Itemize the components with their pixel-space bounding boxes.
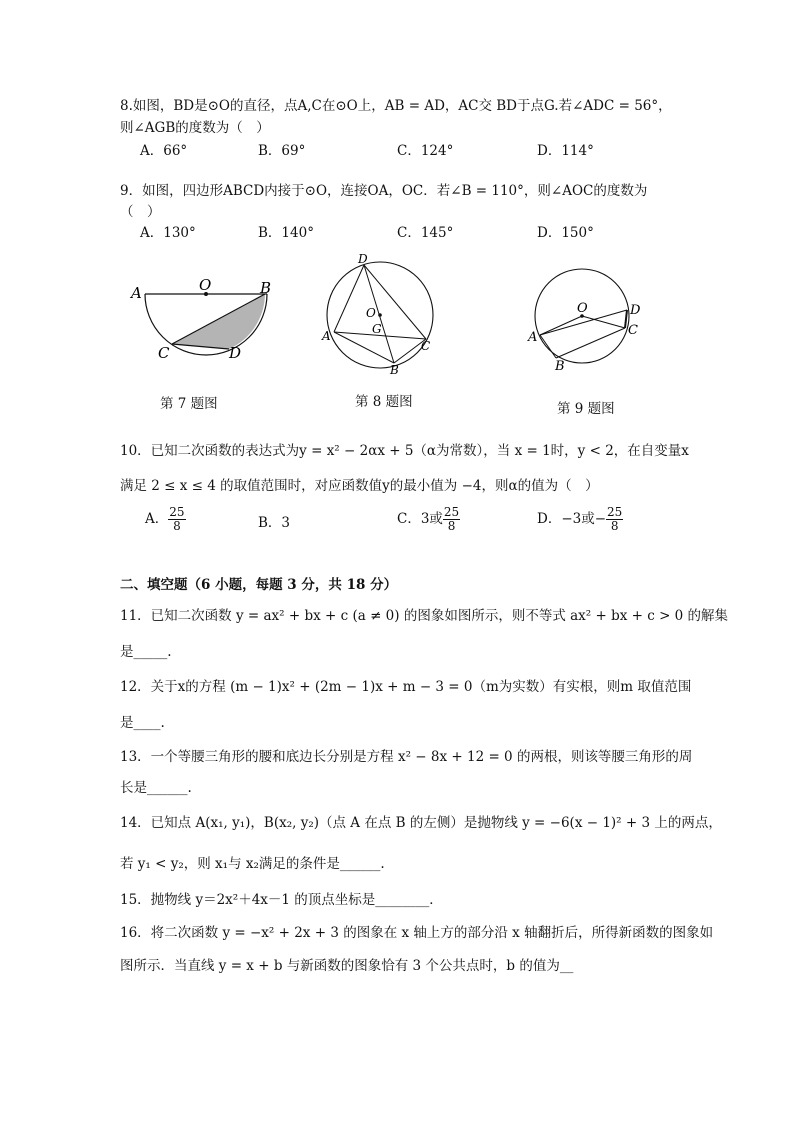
fig9-label-o: O <box>577 301 588 316</box>
q14-line1: 14．已知点 A(x₁, y₁)，B(x₂, y₂)（点 A 在点 B 的左侧）是抛物线 y = −6(x − 1)² + 3 上的两点， <box>120 815 722 831</box>
fig9-segment-oc <box>582 316 625 328</box>
q10-option-d-numerator: 25 <box>607 505 623 519</box>
section2-heading: 二、填空题（6 小题，每题 3 分，共 18 分） <box>120 577 398 593</box>
q16-line2: 图所示．当直线 y = x + b 与新函数的图象恰有 3 个公共点时，b 的值为__ <box>120 958 574 974</box>
q10-option-a-numerator: 25 <box>169 505 185 519</box>
q13-line1: 13．一个等腰三角形的腰和底边长分别是方程 x² − 8x + 12 = 0 的两根，则该等腰三角形的周 <box>120 749 693 765</box>
fig7-label-o: O <box>199 276 212 294</box>
q9-option-c: C．145° <box>397 225 454 241</box>
q9-option-b: B．140° <box>258 225 314 241</box>
fig8-segment-da <box>334 265 364 332</box>
fig7-label-c: C <box>158 344 170 362</box>
q10-option-c-fraction <box>443 506 460 533</box>
fig8-label-c: C <box>421 339 431 353</box>
fig9-label-c: C <box>628 323 638 338</box>
figure-7 <box>129 276 271 362</box>
fig7-label-b: B <box>260 279 272 297</box>
q8-option-c: C．124° <box>397 143 454 159</box>
q9-option-d: D．150° <box>537 225 594 241</box>
fig8-segment-ab <box>334 332 394 363</box>
fig7-caption: 第 7 题图 <box>160 396 218 412</box>
fig8-center-dot <box>378 313 382 317</box>
fig9-label-b: B <box>555 359 565 374</box>
q9-option-a: A．130° <box>140 225 196 241</box>
q10-option-d <box>537 506 623 533</box>
q9-line1: 9．如图，四边形ABCD内接于⊙O，连接OA，OC．若∠B = 110°，则∠AOC的度数为 <box>120 183 648 199</box>
q15-line1: 15．抛物线 y＝2x²＋4x－1 的顶点坐标是________． <box>120 892 443 908</box>
q10-line2: 满足 2 ≤ x ≤ 4 的取值范围时，对应函数值y的最小值为 −4，则α的值为（ ） <box>120 478 599 494</box>
q10-option-a-fraction <box>168 506 185 533</box>
q10-option-a-prefix: A． <box>145 511 169 527</box>
q11-line2: 是_____. <box>120 644 172 660</box>
q8-line2: 则∠AGB的度数为（ ） <box>120 120 270 136</box>
q10-option-d-fraction <box>606 506 623 533</box>
q10-line1: 10．已知二次函数的表达式为y = x² − 2αx + 5（α为常数），当 x = 1时，y < 2，在自变量x <box>120 443 689 459</box>
q11-line1: 11．已知二次函数 y = ax² + bx + c (a ≠ 0) 的图象如图所示，则不等式 ax² + bx + c > 0 的解集 <box>120 608 729 624</box>
fig7-label-a: A <box>131 284 142 302</box>
fig9-caption: 第 9 题图 <box>557 401 615 417</box>
q10-option-c-numerator: 25 <box>443 505 460 519</box>
fig8-caption: 第 8 题图 <box>355 394 413 410</box>
fig8-label-g: G <box>372 322 382 336</box>
fig9-segment-oa <box>540 316 582 335</box>
q9-line2: （ ） <box>120 204 161 220</box>
fig9-segment-ab <box>540 335 556 358</box>
q14-line2: 若 y₁ < y₂，则 x₁与 x₂满足的条件是______. <box>120 856 385 872</box>
fig8-label-a: A <box>322 329 331 343</box>
q10-option-c-prefix: C．3或 <box>397 511 443 527</box>
fig8-label-b: B <box>390 363 399 377</box>
figure-8 <box>321 252 433 377</box>
fig9-label-a: A <box>528 330 538 345</box>
fig9-segment-dc <box>625 310 627 328</box>
q8-line1: 8.如图，BD是⊙O的直径，点A,C在⊙O上，AB = AD，AC交 BD于点G.若∠ADC = 56°， <box>120 98 672 114</box>
fig7-shaded-region <box>172 294 265 349</box>
q12-line2: 是____. <box>120 715 165 731</box>
q10-option-c <box>397 506 460 533</box>
fig8-label-d: D <box>358 252 368 266</box>
q10-option-b: B．3 <box>258 515 291 531</box>
q10-option-a <box>145 506 186 533</box>
q8-option-a: A．66° <box>140 143 188 159</box>
fig7-label-d: D <box>229 344 242 362</box>
q12-line1: 12．关于x的方程 (m − 1)x² + (2m − 1)x + m − 3 = 0（m为实数）有实根，则m 取值范围 <box>120 679 692 695</box>
q13-line2: 长是______. <box>120 780 192 796</box>
q10-option-d-prefix: D．−3或− <box>537 511 607 527</box>
q16-line1: 16．将二次函数 y = −x² + 2x + 3 的图象在 x 轴上方的部分沿 x 轴翻折后，所得新函数的图象如 <box>120 925 714 941</box>
fig8-label-o: O <box>366 306 376 320</box>
q8-option-d: D．114° <box>537 143 594 159</box>
figure-9 <box>527 269 641 374</box>
q10-option-c-denominator: 8 <box>447 519 456 533</box>
q8-option-b: B．69° <box>258 143 306 159</box>
q10-option-a-denominator: 8 <box>173 519 181 533</box>
fig9-label-d: D <box>630 303 641 318</box>
q10-option-d-denominator: 8 <box>610 519 619 533</box>
fig9-segment-bc <box>556 328 625 358</box>
